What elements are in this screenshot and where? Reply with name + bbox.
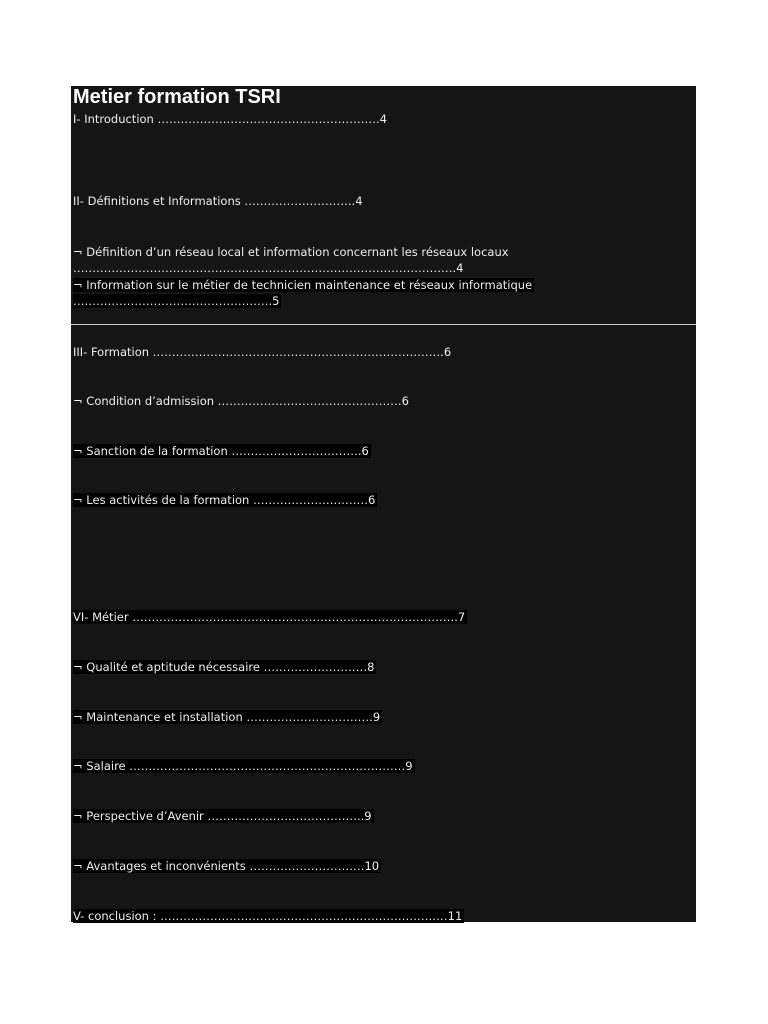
toc-entry-text: VI- Métier ………………………………………………………………………….7 <box>73 610 466 624</box>
table-of-contents-panel <box>71 86 696 922</box>
toc-entry-avantages <box>73 859 381 873</box>
toc-entry-text: ……………………………………………………………………………………….4 <box>73 261 464 275</box>
toc-entry-text: ¬ Sanction de la formation …………………………….6 <box>73 444 369 458</box>
toc-entry-definitions <box>73 194 363 208</box>
toc-entry-text: ¬ Condition d’admission …………………………………………6 <box>73 394 409 408</box>
toc-entry-perspective <box>73 809 374 823</box>
toc-entry-activites <box>73 493 377 507</box>
toc-entry-information-metier <box>73 278 534 292</box>
toc-entry-condition-admission <box>73 394 409 408</box>
toc-entry-text: …………………………………………….5 <box>73 294 280 308</box>
toc-entry-sanction <box>73 444 371 458</box>
toc-entry-text: ¬ Les activités de la formation …………………………6 <box>73 493 376 507</box>
toc-entry-introduction <box>73 112 387 126</box>
toc-entry-text: ¬ Maintenance et installation ……………………………9 <box>73 710 381 724</box>
toc-entry-conclusion <box>73 909 464 923</box>
toc-entry-text: ¬ Salaire ………………………………………………………………9 <box>73 759 413 773</box>
toc-entry-reseau-local-dots <box>73 261 463 275</box>
toc-entry-reseau-local <box>73 245 509 259</box>
toc-entry-text: ¬ Avantages et inconvénients …………………………10 <box>73 859 380 873</box>
horizontal-divider <box>71 324 696 325</box>
toc-entry-information-metier-dots <box>73 294 281 308</box>
toc-entry-text: ¬ Perspective d’Avenir …………………………………..9 <box>73 809 372 823</box>
toc-entry-qualite <box>73 660 376 674</box>
toc-entry-text: I- Introduction ………………………………………………….4 <box>73 112 387 126</box>
toc-entry-text: II- Définitions et Informations ………………………..4 <box>73 194 363 208</box>
toc-entry-formation <box>73 345 451 359</box>
toc-entry-maintenance <box>73 710 382 724</box>
toc-entry-text: V- conclusion : …………………………………………………………………11 <box>73 909 463 923</box>
toc-entry-text: III- Formation ………………………………………………………………….6 <box>73 345 452 359</box>
toc-entry-text: ¬ Définition d’un réseau local et information concernant les réseaux locaux <box>73 245 509 259</box>
toc-entry-text: ¬ Qualité et aptitude nécessaire ………………………8 <box>73 660 375 674</box>
toc-entry-text: ¬ Information sur le métier de technicien maintenance et réseaux informatique <box>73 278 533 292</box>
document-title: Metier formation TSRI <box>73 86 281 108</box>
toc-entry-salaire <box>73 759 415 773</box>
toc-entry-metier <box>73 610 467 624</box>
